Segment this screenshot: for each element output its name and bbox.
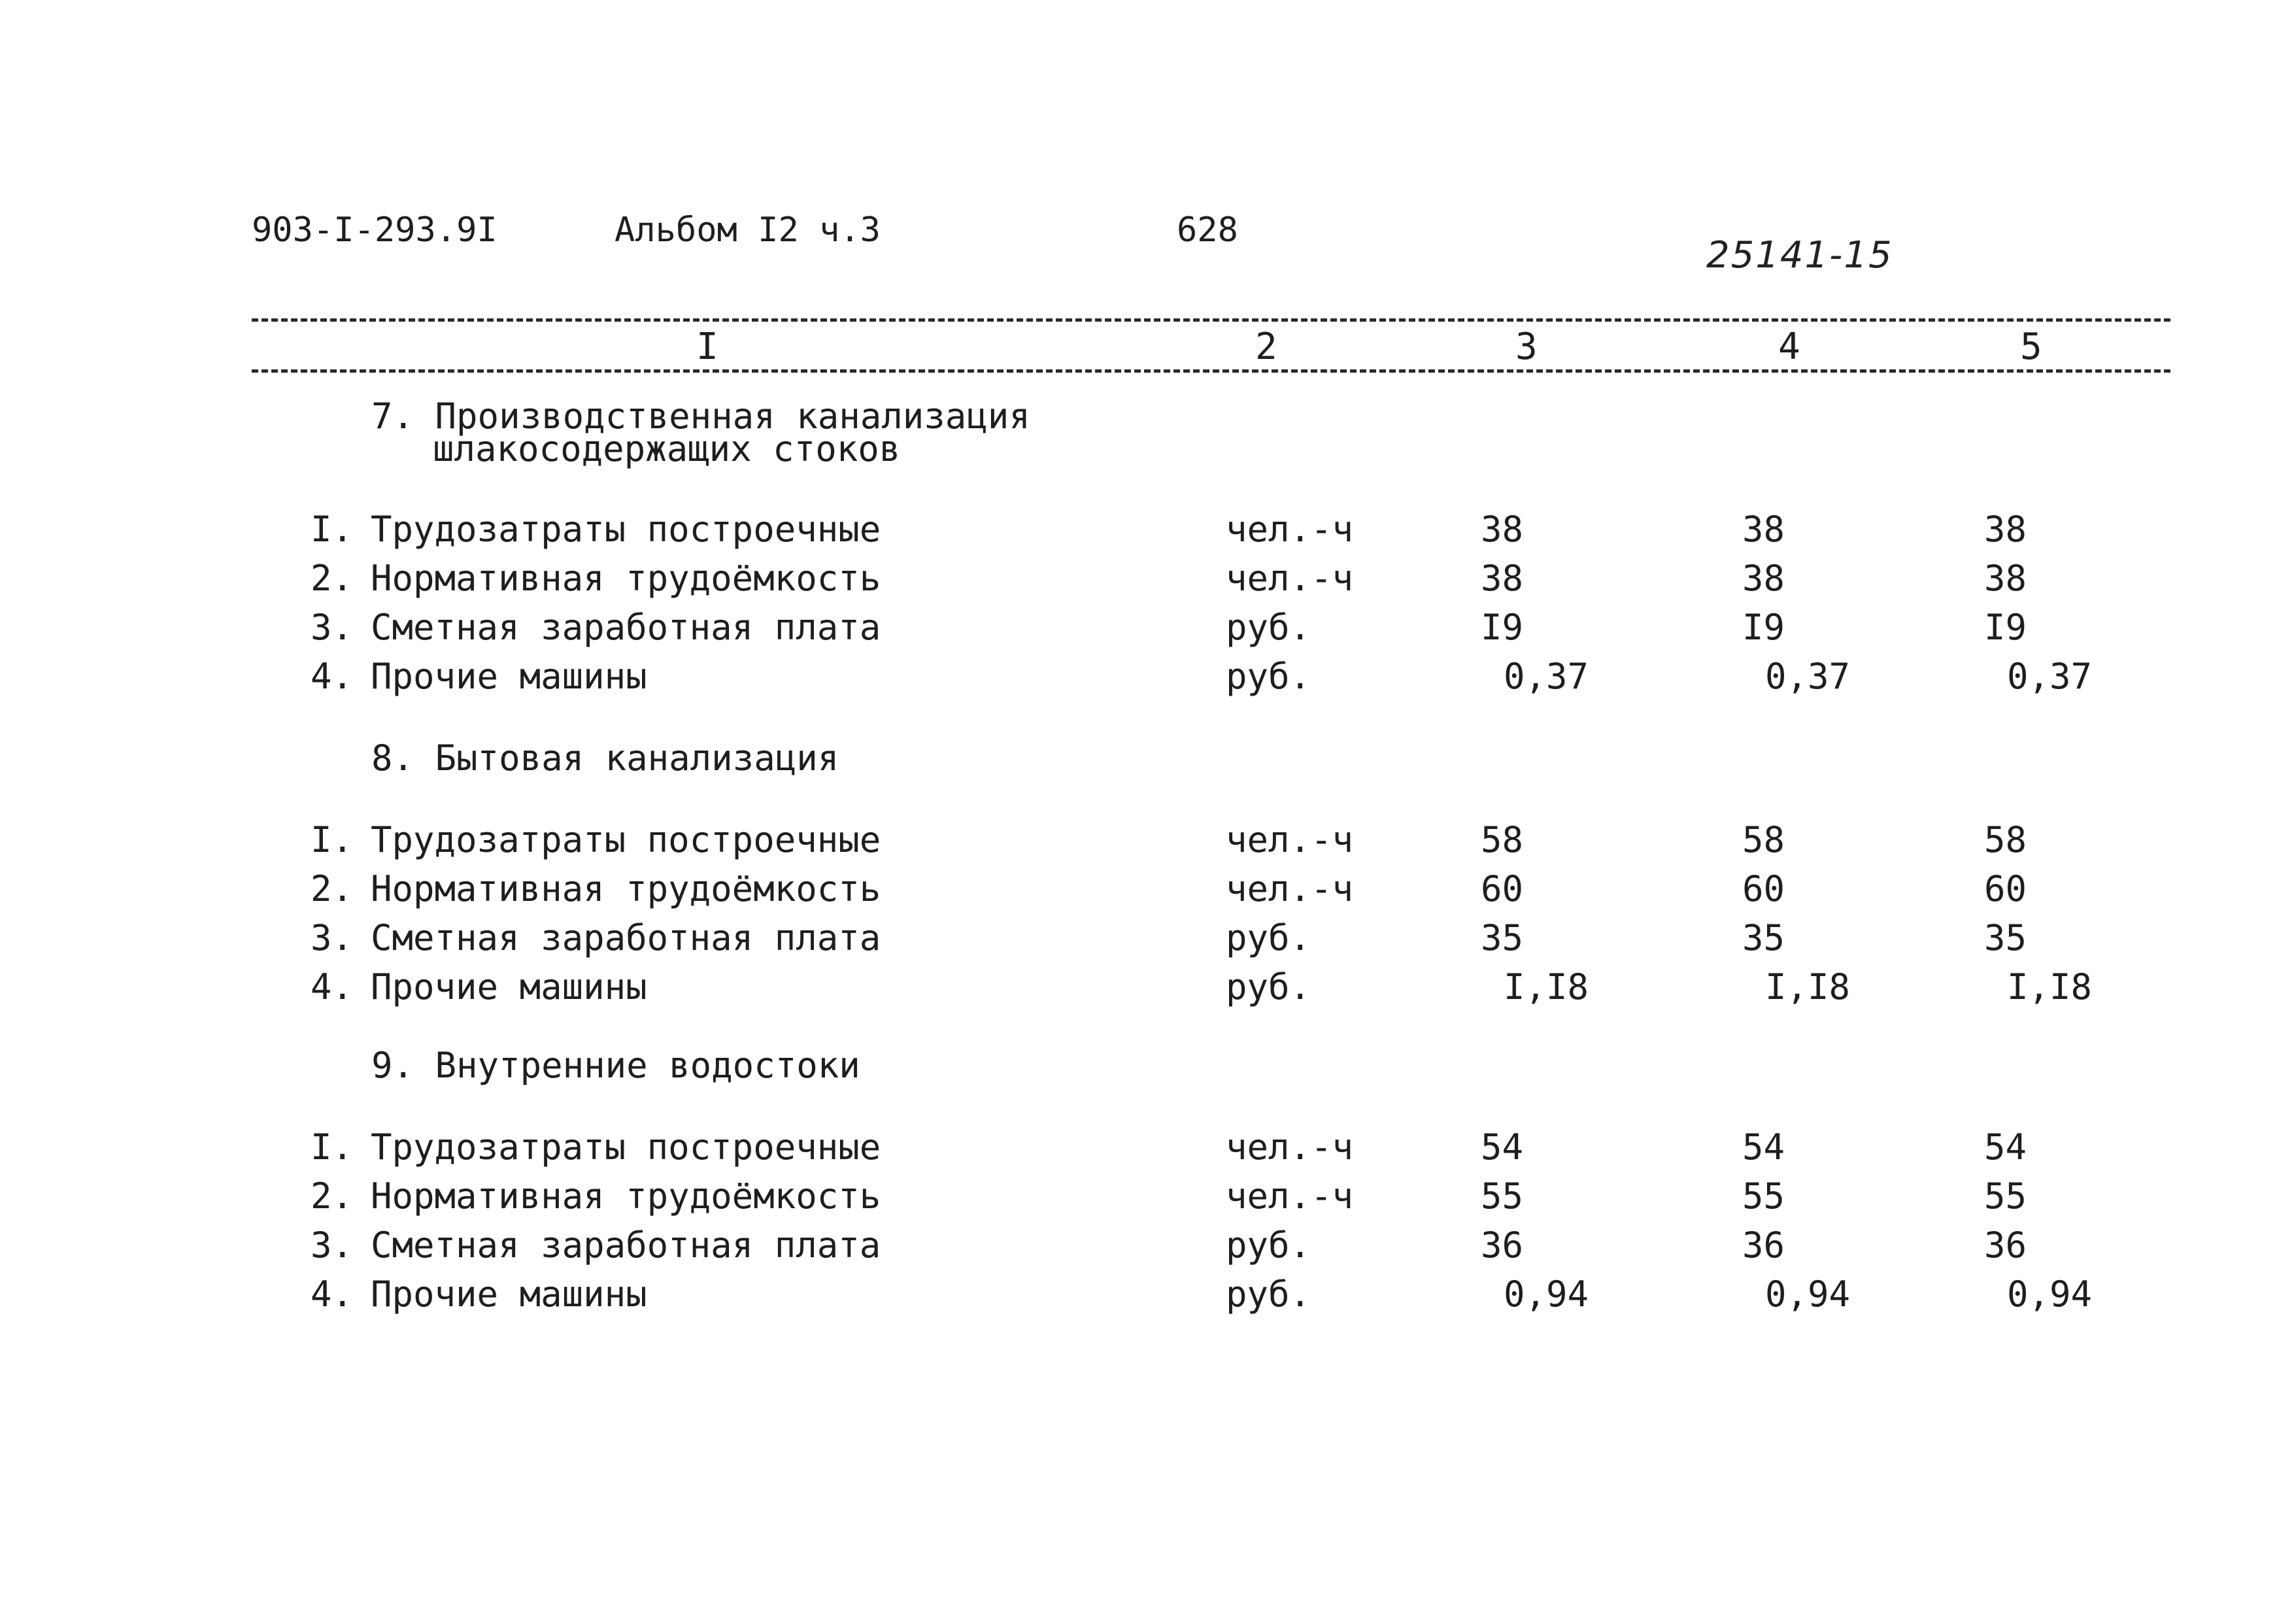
value-col5: 54 [1984, 1126, 2027, 1168]
value-col5: 55 [1984, 1176, 2027, 1217]
value-col5: 35 [1984, 917, 2027, 958]
row-unit: чел.-ч [1226, 1126, 1354, 1168]
table-header-top-rule [252, 318, 2170, 322]
row-name: Нормативная трудоёмкость [371, 868, 881, 909]
value-col3: 38 [1481, 509, 1524, 550]
table-row [311, 915, 2206, 961]
value-col4: I9 [1742, 607, 1785, 648]
page-number: 628 [1177, 211, 1238, 250]
row-unit: руб. [1226, 1225, 1311, 1266]
row-number: 2. [311, 558, 354, 599]
table-row [311, 1272, 2206, 1317]
row-name: Нормативная трудоёмкость [371, 1176, 881, 1217]
value-col4: 0,37 [1765, 656, 1851, 697]
value-col3: I9 [1481, 607, 1524, 648]
value-col4: 36 [1742, 1225, 1785, 1266]
value-col3: 38 [1481, 558, 1524, 599]
table-row [311, 654, 2206, 700]
table-header-bottom-rule [252, 369, 2170, 373]
document-code: 903-I-293.9I [252, 211, 498, 250]
row-number: I. [311, 509, 354, 550]
handwritten-code: 25141-15 [1706, 234, 1893, 277]
table-row [311, 866, 2206, 912]
value-col3: I,I8 [1504, 966, 1589, 1007]
value-col5: 38 [1984, 509, 2027, 550]
row-name: Прочие машины [371, 656, 647, 697]
row-unit: чел.-ч [1226, 868, 1354, 909]
value-col3: 60 [1481, 868, 1524, 909]
section-title-7: 7. Производственная канализация [371, 396, 1030, 437]
row-name: Трудозатраты построечные [371, 509, 881, 550]
album-label: Альбом I2 ч.3 [615, 211, 881, 250]
row-name: Сметная заработная плата [371, 607, 881, 648]
value-col4: 55 [1742, 1176, 1785, 1217]
row-name: Сметная заработная плата [371, 1225, 881, 1266]
table-row [311, 964, 2206, 1010]
table-row [311, 1223, 2206, 1268]
table-row [311, 817, 2206, 863]
value-col5: I,I8 [2007, 966, 2093, 1007]
value-col4: 58 [1742, 819, 1785, 860]
value-col4: I,I8 [1765, 966, 1851, 1007]
value-col3: 0,94 [1504, 1274, 1589, 1315]
row-number: 4. [311, 966, 354, 1007]
value-col3: 58 [1481, 819, 1524, 860]
row-name: Сметная заработная плата [371, 917, 881, 958]
value-col5: 38 [1984, 558, 2027, 599]
row-number: 3. [311, 1225, 354, 1266]
column-number-5: 5 [2020, 326, 2042, 368]
value-col3: 35 [1481, 917, 1524, 958]
row-unit: чел.-ч [1226, 509, 1354, 550]
column-number-3: 3 [1515, 326, 1538, 368]
table-row [311, 556, 2206, 601]
value-col5: 0,94 [2007, 1274, 2093, 1315]
value-col5: 0,37 [2007, 656, 2093, 697]
row-number: 3. [311, 917, 354, 958]
table-row [311, 507, 2206, 552]
value-col5: 60 [1984, 868, 2027, 909]
row-number: 4. [311, 1274, 354, 1315]
row-unit: руб. [1226, 656, 1311, 697]
section-title-8: 8. Бытовая канализация [371, 737, 839, 779]
row-name: Прочие машины [371, 966, 647, 1007]
row-number: 3. [311, 607, 354, 648]
section-title-9: 9. Внутренние водостоки [371, 1045, 860, 1086]
value-col4: 38 [1742, 558, 1785, 599]
value-col3: 55 [1481, 1176, 1524, 1217]
column-number-4: 4 [1778, 326, 1800, 368]
row-unit: чел.-ч [1226, 819, 1354, 860]
value-col3: 0,37 [1504, 656, 1589, 697]
value-col5: I9 [1984, 607, 2027, 648]
value-col4: 0,94 [1765, 1274, 1851, 1315]
value-col5: 36 [1984, 1225, 2027, 1266]
row-number: 2. [311, 868, 354, 909]
row-unit: руб. [1226, 966, 1311, 1007]
value-col4: 35 [1742, 917, 1785, 958]
value-col4: 60 [1742, 868, 1785, 909]
row-name: Нормативная трудоёмкость [371, 558, 881, 599]
table-row [311, 605, 2206, 651]
row-unit: руб. [1226, 1274, 1311, 1315]
row-name: Трудозатраты построечные [371, 1126, 881, 1168]
value-col4: 38 [1742, 509, 1785, 550]
table-row [311, 1174, 2206, 1219]
value-col4: 54 [1742, 1126, 1785, 1168]
row-unit: руб. [1226, 607, 1311, 648]
value-col5: 58 [1984, 819, 2027, 860]
value-col3: 36 [1481, 1225, 1524, 1266]
row-number: I. [311, 1126, 354, 1168]
row-number: I. [311, 819, 354, 860]
section-title-7-line2: шлакосодержащих стоков [433, 428, 901, 469]
value-col3: 54 [1481, 1126, 1524, 1168]
row-name: Трудозатраты построечные [371, 819, 881, 860]
column-number-1: I [696, 326, 718, 368]
row-number: 2. [311, 1176, 354, 1217]
column-number-2: 2 [1255, 326, 1277, 368]
row-unit: чел.-ч [1226, 558, 1354, 599]
row-unit: руб. [1226, 917, 1311, 958]
row-unit: чел.-ч [1226, 1176, 1354, 1217]
table-row [311, 1125, 2206, 1170]
row-number: 4. [311, 656, 354, 697]
row-name: Прочие машины [371, 1274, 647, 1315]
